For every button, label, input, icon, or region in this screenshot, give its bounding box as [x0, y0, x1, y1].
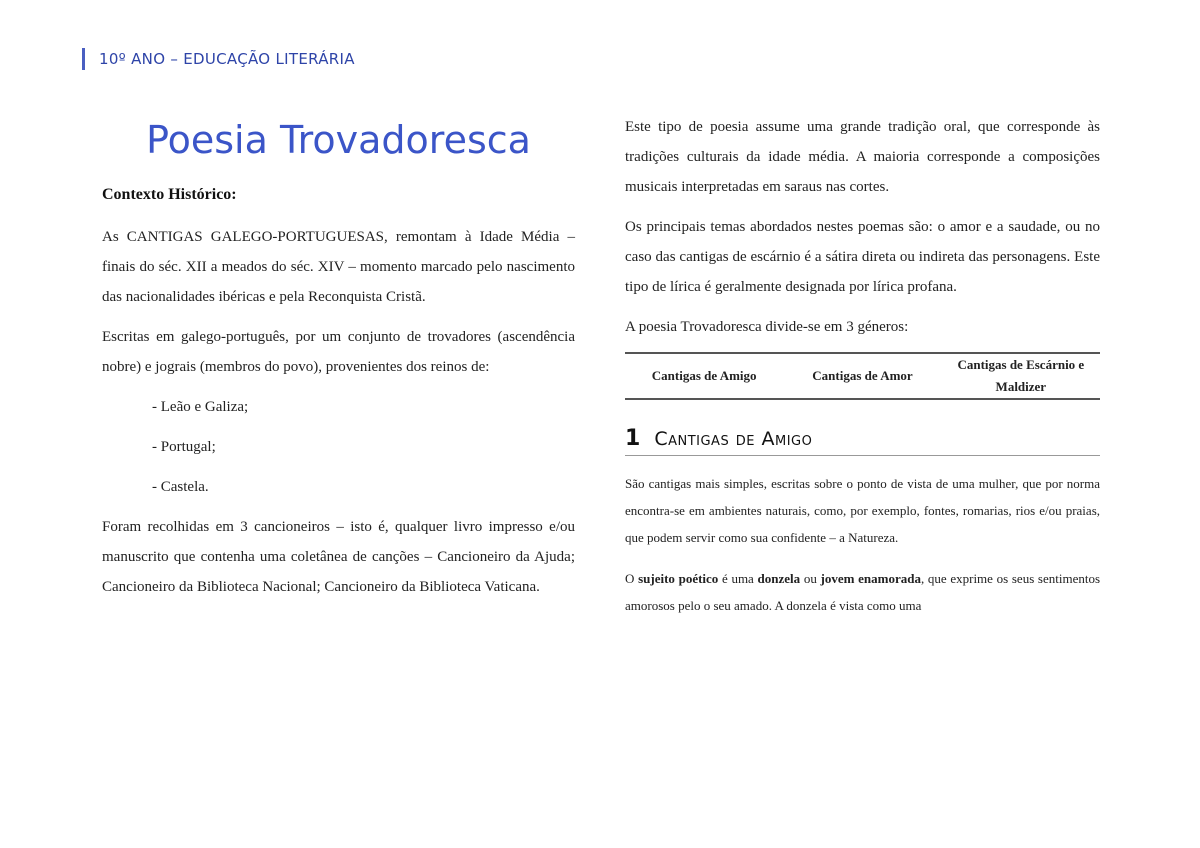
- context-subhead: Contexto Histórico:: [102, 186, 237, 203]
- genres-intro: A poesia Trovadoresca divide-se em 3 géneros:: [625, 319, 909, 335]
- genre-cell: Cantigas de Amor: [812, 368, 913, 383]
- bold-term: donzela: [757, 571, 801, 586]
- context-paragraph-3: Foram recolhidas em 3 cancioneiros – isto é, qualquer livro impresso e/ou manuscrito que contenha uma coletânea de canções – Cancioneiro da Ajuda; Cancioneiro da Biblioteca Nacional; Cancioneiro da Biblioteca Vaticana.: [102, 519, 575, 595]
- genre-cell: Cantigas de Amigo: [651, 368, 757, 383]
- header-accent-bar: [82, 48, 85, 70]
- left-column: [102, 112, 575, 612]
- bold-term: jovem enamorada: [820, 571, 921, 586]
- header-label: 10º ANO – EDUCAÇÃO LITERÁRIA: [99, 50, 355, 68]
- context-paragraph-1: As CANTIGAS GALEGO-PORTUGUESAS, remontam à Idade Média – finais do séc. XII a meados do séc. XIV – momento marcado pelo nascimento das nacionalidades ibéricas e pela Reconquista Cristã.: [102, 229, 575, 305]
- right-column: [625, 112, 1100, 627]
- amigo-paragraph-1: São cantigas mais simples, escritas sobre o ponto de vista de uma mulher, que por norma encontra-se em ambientes naturais, como, por exemplo, fontes, romarias, rios e/ou praias, que podem servir como sua confidente – a Natureza.: [625, 476, 1100, 545]
- themes-paragraph: Os principais temas abordados nestes poemas são: o amor e a saudade, ou no caso das cantigas de escárnio é a sátira direta ou indireta das personagens. Este tipo de lírica é geralmente designada por lírica profana.: [625, 219, 1100, 295]
- section-number: 1: [625, 426, 641, 451]
- text-run: O: [625, 571, 639, 586]
- text-run: é uma: [718, 571, 758, 586]
- page-title: Poesia Trovadoresca: [146, 118, 531, 162]
- table-row: [625, 353, 1100, 399]
- genres-table: [625, 352, 1100, 400]
- page-header: [82, 48, 355, 70]
- section-heading: [625, 426, 1100, 456]
- text-run: , que exprime os seus sentimentos amorosos pelo o seu amado. A donzela é vista como uma: [625, 571, 1101, 613]
- context-paragraph-2: Escritas em galego-português, por um conjunto de trovadores (ascendência nobre) e jograis (membros do povo), provenientes dos reinos de:: [102, 329, 575, 375]
- genre-cell: Cantigas de Escárnio e Maldizer: [957, 357, 1085, 394]
- tradition-paragraph: Este tipo de poesia assume uma grande tradição oral, que corresponde às tradições culturais da idade média. A maioria corresponde a composições musicais interpretadas em saraus nas cortes.: [625, 119, 1100, 195]
- amigo-paragraph-2: [625, 565, 1100, 619]
- section-title: Cantigas de Amigo: [654, 428, 813, 450]
- bold-term: sujeito poético: [638, 571, 719, 586]
- kingdom-list-item: - Portugal;: [152, 439, 216, 455]
- text-run: ou: [800, 571, 821, 586]
- kingdom-list-item: - Castela.: [152, 479, 209, 495]
- kingdom-list-item: - Leão e Galiza;: [152, 399, 249, 415]
